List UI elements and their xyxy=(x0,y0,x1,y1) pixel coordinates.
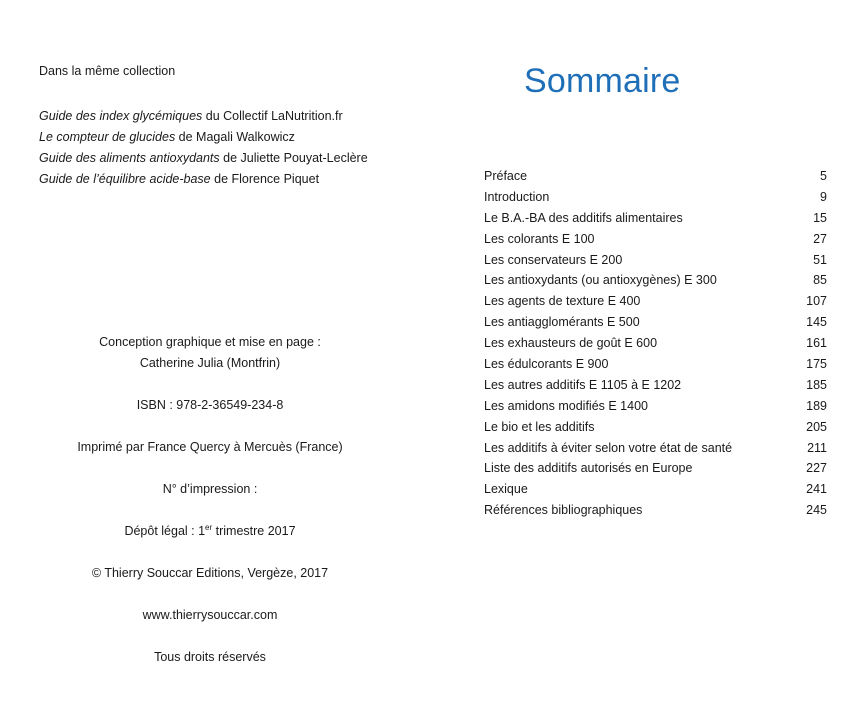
collection-list xyxy=(39,106,368,190)
toc-entry xyxy=(484,208,827,229)
table-of-contents xyxy=(484,166,827,521)
toc-entry-page: 145 xyxy=(806,315,827,330)
toc-entry xyxy=(484,166,827,187)
toc-entry-page: 227 xyxy=(806,461,827,476)
collection-item-title: Guide de l’équilibre acide-base xyxy=(39,172,211,186)
toc-entry-label: Les édulcorants E 900 xyxy=(484,357,609,372)
toc-entry-page: 245 xyxy=(806,503,827,518)
toc-title: Sommaire xyxy=(524,62,681,100)
design-credit-label: Conception graphique et mise en page : xyxy=(99,335,321,349)
copyright: © Thierry Souccar Editions, Vergèze, 2017 xyxy=(91,566,329,580)
collection-item-title: Guide des index glycémiques xyxy=(39,109,203,123)
collection-item xyxy=(39,127,368,148)
toc-entry-page: 205 xyxy=(806,419,827,434)
legal-deposit-prefix: Dépôt légal : 1 xyxy=(124,524,206,538)
toc-entry-page: 85 xyxy=(813,273,827,288)
toc-entry-label: Les agents de texture E 400 xyxy=(484,294,641,309)
toc-entry xyxy=(484,417,827,438)
isbn: ISBN : 978-2-36549-234-8 xyxy=(136,398,284,412)
printer-credit: Imprimé par France Quercy à Mercuès (France) xyxy=(77,440,343,454)
toc-entry-page: 107 xyxy=(806,294,827,309)
toc-entry xyxy=(484,270,827,291)
toc-entry-label: Préface xyxy=(484,169,528,183)
collection-item-author: de Florence Piquet xyxy=(210,172,320,186)
collection-item-author: du Collectif LaNutrition.fr xyxy=(202,109,343,123)
toc-entry-label: Les antiagglomérants E 500 xyxy=(484,315,640,330)
toc-entry-page: 161 xyxy=(806,336,827,351)
legal-deposit xyxy=(0,524,420,538)
toc-entry-page: 211 xyxy=(807,440,827,455)
toc-entry-page: 27 xyxy=(813,231,827,246)
toc-entry xyxy=(484,250,827,271)
toc-entry-label: Les exhausteurs de goût E 600 xyxy=(484,336,658,351)
toc-entry-label: Les antioxydants (ou antioxygènes) E 300 xyxy=(484,273,717,288)
legal-deposit-suffix: trimestre 2017 xyxy=(212,524,296,538)
collection-item-author: de Magali Walkowicz xyxy=(175,130,295,144)
toc-entry-page: 9 xyxy=(820,189,827,204)
toc-entry-label: Le bio et les additifs xyxy=(484,419,595,434)
toc-entry xyxy=(484,479,827,500)
designer-name: Catherine Julia (Montfrin) xyxy=(139,356,281,370)
toc-entry-label: Les conservateurs E 200 xyxy=(484,252,623,267)
toc-entry-label: Liste des additifs autorisés en Europe xyxy=(484,461,693,476)
toc-entry-page: 5 xyxy=(820,169,827,183)
collection-item-author: de Juliette Pouyat-Leclère xyxy=(219,151,368,165)
toc-entry-label: Lexique xyxy=(484,482,528,497)
toc-entry xyxy=(484,229,827,250)
toc-entry-label: Les additifs à éviter selon votre état de santé xyxy=(484,440,733,455)
toc-entry-label: Le B.A.-BA des additifs alimentaires xyxy=(484,210,683,225)
toc-entry-label: Références bibliographiques xyxy=(484,503,643,518)
toc-entry xyxy=(484,291,827,312)
toc-entry xyxy=(484,312,827,333)
toc-entry xyxy=(484,375,827,396)
toc-entry-page: 241 xyxy=(806,482,827,497)
legal-deposit-ordinal: er xyxy=(205,522,213,532)
toc-entry xyxy=(484,458,827,479)
collection-item xyxy=(39,148,368,169)
toc-entry-label: Introduction xyxy=(484,189,550,204)
toc-entry-page: 15 xyxy=(813,210,827,225)
collection-item xyxy=(39,169,368,190)
toc-entry xyxy=(484,354,827,375)
right-page xyxy=(433,0,866,708)
rights-notice: Tous droits réservés xyxy=(154,650,266,664)
website: www.thierrysouccar.com xyxy=(142,608,278,622)
toc-entry-label: Les colorants E 100 xyxy=(484,231,595,246)
collection-item-title: Guide des aliments antioxydants xyxy=(39,151,220,165)
collection-item-title: Le compteur de glucides xyxy=(39,130,176,144)
toc-entry xyxy=(484,187,827,208)
toc-entry xyxy=(484,438,827,459)
toc-entry-page: 189 xyxy=(806,398,827,413)
toc-entry-label: Les autres additifs E 1105 à E 1202 xyxy=(484,377,682,392)
toc-entry xyxy=(484,396,827,417)
impression-number: N° d’impression : xyxy=(162,482,258,496)
toc-entry-page: 175 xyxy=(806,357,827,372)
toc-entry-label: Les amidons modifiés E 1400 xyxy=(484,398,648,413)
toc-entry-page: 51 xyxy=(813,252,827,267)
toc-entry xyxy=(484,500,827,521)
toc-entry-page: 185 xyxy=(806,377,827,392)
collection-item xyxy=(39,106,368,127)
toc-entry xyxy=(484,333,827,354)
collection-heading: Dans la même collection xyxy=(39,64,176,78)
